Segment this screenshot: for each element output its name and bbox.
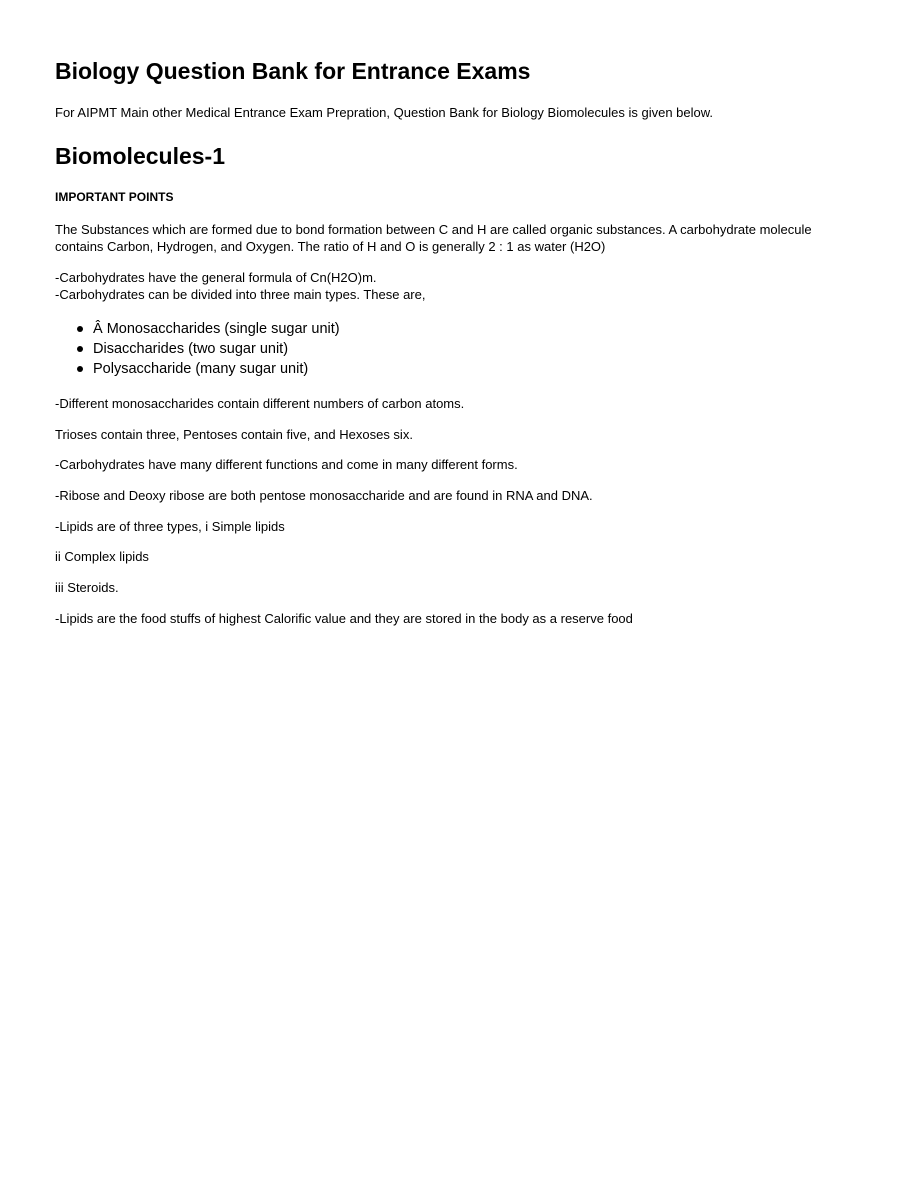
important-points-heading: IMPORTANT POINTS	[55, 190, 174, 204]
carbohydrates-formula-line: -Carbohydrates have the general formula of Cn(H2O)m.	[55, 270, 377, 285]
list-item	[55, 319, 340, 339]
list-item	[55, 359, 340, 379]
list-item-text: Â Monosaccharides (single sugar unit)	[93, 321, 340, 337]
text-line: Trioses contain three, Pentoses contain five, and Hexoses six.	[55, 427, 413, 442]
text-line: -Ribose and Deoxy ribose are both pentose monosaccharide and are found in RNA and DNA.	[55, 488, 593, 503]
text-line: iii Steroids.	[55, 580, 119, 595]
list-item-text: Polysaccharide (many sugar unit)	[93, 361, 309, 377]
list-item-text: Disaccharides (two sugar unit)	[93, 341, 289, 357]
bullet-icon	[77, 346, 83, 352]
page-title: Biology Question Bank for Entrance Exams	[55, 58, 531, 84]
text-line: -Carbohydrates have many different functions and come in many different forms.	[55, 457, 518, 472]
carbohydrates-types-line: -Carbohydrates can be divided into three main types. These are,	[55, 287, 426, 302]
text-line: -Lipids are of three types, i Simple lipids	[55, 519, 285, 534]
text-line: -Different monosaccharides contain different numbers of carbon atoms.	[55, 396, 465, 411]
intro-paragraph: For AIPMT Main other Medical Entrance Exam Prepration, Question Bank for Biology Biomolecules is given below.	[55, 105, 714, 120]
organic-substances-paragraph: The Substances which are formed due to bond formation between C and H are called organic substances. A carbohydrate molecule contains Carbon, Hydrogen, and Oxygen. The ratio of H and O is generally 2 : 1 as water (H2O)	[55, 222, 812, 254]
section-title: Biomolecules-1	[55, 143, 225, 169]
carbohydrates-paragraph	[55, 269, 845, 303]
carbohydrate-types-list	[55, 319, 340, 379]
text-line: ii Complex lipids	[55, 549, 149, 564]
bullet-icon	[77, 326, 83, 332]
text-line: -Lipids are the food stuffs of highest Calorific value and they are stored in the body as a reserve food	[55, 611, 633, 626]
bullet-icon	[77, 366, 83, 372]
list-item	[55, 339, 340, 359]
